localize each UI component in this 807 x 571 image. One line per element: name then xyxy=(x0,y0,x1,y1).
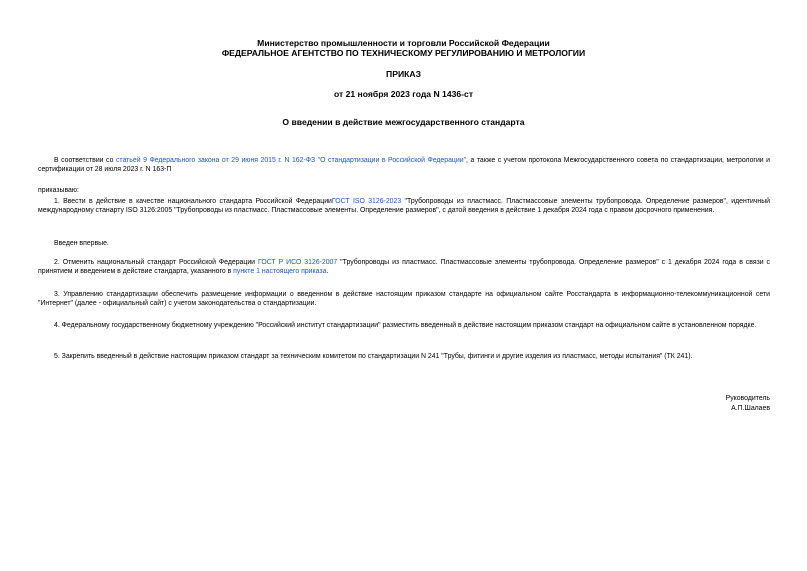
item-4-paragraph: 4. Федеральному государственному бюджетному учреждению "Российский институт стандартизации" разместить введенный в действие настоящим приказом стандарт на официальном сайте в установленном порядке. xyxy=(54,322,757,329)
preamble-paragraph xyxy=(38,156,770,174)
ministry-heading: Министерство промышленности и торговли Российской Федерации xyxy=(257,38,550,48)
document-subject-heading: О введении в действие межгосударственного стандарта xyxy=(282,117,525,127)
preamble-suffix: , а также с учетом протокола Межгосударственного совета по стандартизации, метрологии и сертификации от 28 июля 2023 г. N 163-П xyxy=(38,157,771,173)
orders-label: приказываю: xyxy=(38,187,79,194)
signatory-name: А.П.Шалаев xyxy=(731,405,770,412)
item-2-paragraph xyxy=(38,258,770,276)
item-2-suffix: . xyxy=(326,268,329,275)
date-number-heading: от 21 ноября 2023 года N 1436-ст xyxy=(333,89,474,99)
gost-iso-3126-2023-link[interactable]: ГОСТ ISO 3126-2023 xyxy=(331,198,402,205)
item-1-paragraph xyxy=(38,197,770,215)
federal-law-link[interactable]: статьей 9 Федерального закона от 29 июня 2015 г. N 162-ФЗ "О стандартизации в Российской Федерации" xyxy=(115,157,467,164)
item-2-prefix: 2. Отменить национальный стандарт Российской Федерации xyxy=(54,259,258,266)
signatory-title: Руководитель xyxy=(725,395,770,402)
introduced-note: Введен впервые. xyxy=(54,240,109,247)
item-1-suffix: "Трубопроводы из пластмасс. Пластмассовые элементы трубопровода. Определение размеров", идентичный международному станарту ISO 3126:2005 "Трубопроводы из пластмасс. Пластмассовые элементы. Определение размеров", с датой введения в действие 1 декабря 2024 года с правом досрочного применения. xyxy=(38,198,771,214)
item-2-middle: "Трубопроводы из пластмасс. Пластмассовые элементы трубопровода. Определение размеров" с 1 декабря 2024 года в связи с принятием и введением в действие стандарта, указанного в xyxy=(38,259,770,275)
gost-r-iso-3126-2007-link[interactable]: ГОСТ Р ИСО 3126-2007 xyxy=(257,259,338,266)
document-type-heading: ПРИКАЗ xyxy=(386,69,421,79)
item-5-paragraph: 5. Закрепить введенный в действие настоящим приказом стандарт за техническим комитетом по стандартизации N 241 "Трубы, фитинги и другие изделия из пластмасс, методы испытания" (ТК 241). xyxy=(54,353,693,360)
item-1-prefix: 1. Ввести в действие в качестве национального стандарта Российской Федерации xyxy=(54,198,332,205)
item-3-paragraph: 3. Управлению стандартизации обеспечить размещение информации о введенном в действие настоящим приказом стандарте на официальном сайте Росстандарта в информационно-телекоммуникационной сети "Интернет" (далее - официальный сайт) с учетом законодательства о стандартизации. xyxy=(38,291,770,307)
agency-heading: ФЕДЕРАЛЬНОЕ АГЕНТСТВО ПО ТЕХНИЧЕСКОМУ РЕГУЛИРОВАНИЮ И МЕТРОЛОГИИ xyxy=(221,48,586,58)
preamble-prefix: В соответствии со xyxy=(54,157,116,164)
item-1-reference-link[interactable]: пункте 1 настоящего приказа xyxy=(233,268,327,275)
